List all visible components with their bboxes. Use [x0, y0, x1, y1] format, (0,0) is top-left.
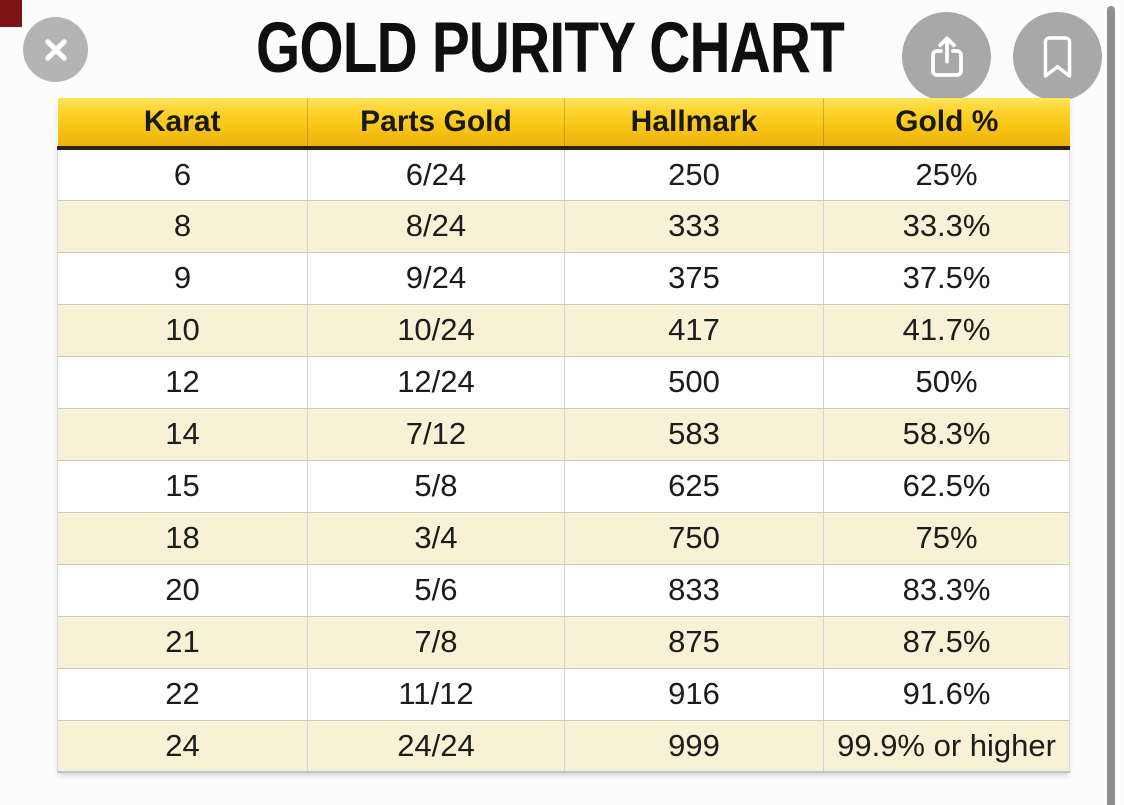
table-cell: 33.3% [824, 200, 1070, 252]
share-button[interactable] [902, 12, 991, 101]
table-cell: 10 [58, 304, 308, 356]
table-row [58, 460, 1070, 512]
table-cell: 75% [824, 512, 1070, 564]
table-cell: 833 [565, 564, 824, 616]
table-body [58, 148, 1070, 772]
table-cell: 10/24 [307, 304, 564, 356]
table-cell: 583 [565, 408, 824, 460]
header-karat: Karat [58, 98, 308, 148]
table-cell: 50% [824, 356, 1070, 408]
table-row [58, 200, 1070, 252]
table-cell: 375 [565, 252, 824, 304]
table-row [58, 148, 1070, 200]
table-cell: 250 [565, 148, 824, 200]
close-button[interactable] [23, 17, 88, 82]
table-cell: 916 [565, 668, 824, 720]
table-cell: 18 [58, 512, 308, 564]
bookmark-button[interactable] [1013, 12, 1102, 101]
close-icon [39, 33, 73, 67]
table-cell: 5/8 [307, 460, 564, 512]
table-row [58, 564, 1070, 616]
table-cell: 417 [565, 304, 824, 356]
table-cell: 99.9% or higher [824, 720, 1070, 772]
share-icon [923, 33, 971, 81]
table-cell: 41.7% [824, 304, 1070, 356]
bookmark-icon [1039, 34, 1076, 80]
table-cell: 7/12 [307, 408, 564, 460]
table-cell: 15 [58, 460, 308, 512]
gold-purity-table [57, 98, 1070, 773]
table-cell: 22 [58, 668, 308, 720]
table-cell: 91.6% [824, 668, 1070, 720]
table-row [58, 356, 1070, 408]
table-row [58, 720, 1070, 772]
table-row [58, 668, 1070, 720]
table-cell: 62.5% [824, 460, 1070, 512]
table-cell: 3/4 [307, 512, 564, 564]
table-cell: 7/8 [307, 616, 564, 668]
page-title: GOLD PURITY CHART [255, 9, 845, 88]
scrollbar-thumb[interactable] [1107, 6, 1115, 805]
table-cell: 8 [58, 200, 308, 252]
table-cell: 333 [565, 200, 824, 252]
table-cell: 8/24 [307, 200, 564, 252]
table-cell: 6 [58, 148, 308, 200]
table-cell: 58.3% [824, 408, 1070, 460]
table-cell: 14 [58, 408, 308, 460]
table-cell: 25% [824, 148, 1070, 200]
table-cell: 12 [58, 356, 308, 408]
table-header-row [58, 98, 1070, 148]
table-cell: 750 [565, 512, 824, 564]
table-row [58, 512, 1070, 564]
table-cell: 9 [58, 252, 308, 304]
table-cell: 12/24 [307, 356, 564, 408]
header-parts-gold: Parts Gold [307, 98, 564, 148]
table-cell: 999 [565, 720, 824, 772]
table-cell: 625 [565, 460, 824, 512]
table-cell: 20 [58, 564, 308, 616]
table-cell: 9/24 [307, 252, 564, 304]
header-hallmark: Hallmark [565, 98, 824, 148]
table-cell: 83.3% [824, 564, 1070, 616]
corner-red-artifact [0, 0, 22, 27]
table-cell: 37.5% [824, 252, 1070, 304]
table-cell: 21 [58, 616, 308, 668]
table-row [58, 304, 1070, 356]
table-cell: 87.5% [824, 616, 1070, 668]
table-cell: 24 [58, 720, 308, 772]
table-row [58, 252, 1070, 304]
table-cell: 6/24 [307, 148, 564, 200]
table-cell: 24/24 [307, 720, 564, 772]
table-cell: 500 [565, 356, 824, 408]
table-row [58, 616, 1070, 668]
table-row [58, 408, 1070, 460]
header-gold-pct: Gold % [824, 98, 1070, 148]
table-cell: 5/6 [307, 564, 564, 616]
table-cell: 11/12 [307, 668, 564, 720]
table-cell: 875 [565, 616, 824, 668]
